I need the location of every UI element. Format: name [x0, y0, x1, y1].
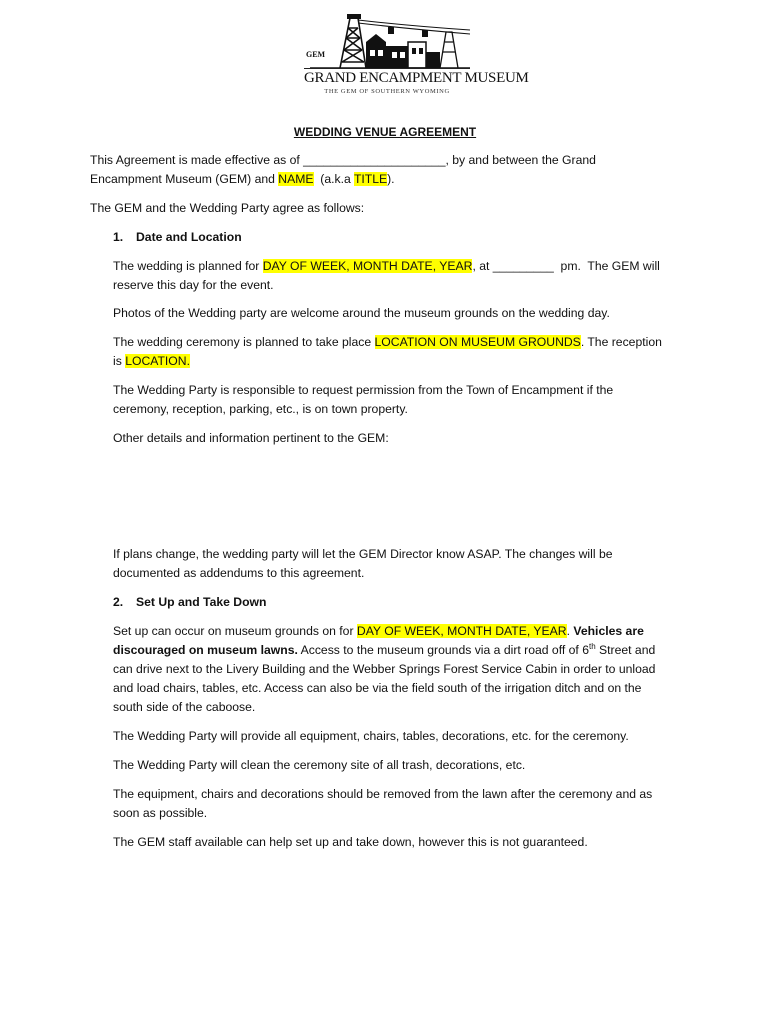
s2-p4-line-1: The equipment, chairs and decorations should be removed from the lawn after the ceremony and as: [113, 787, 653, 801]
body-text: . The reception: [580, 335, 662, 349]
intro-text: This Agreement is made effective as of _____________________, by and between the Grand: [90, 153, 596, 167]
title-placeholder: TITLE: [353, 172, 388, 186]
s1-p4-line-1: The Wedding Party is responsible to request permission from the Town of Encampment if the: [113, 383, 614, 397]
s1-p6-line-2: documented as addendums to this agreement.: [113, 566, 365, 580]
section-1-heading: [113, 228, 242, 247]
s2-p4-line-2: soon as possible.: [113, 806, 208, 820]
document-title: WEDDING VENUE AGREEMENT: [293, 125, 477, 139]
s2-p3: The Wedding Party will clean the ceremony site of all trash, decorations, etc.: [113, 758, 526, 772]
museum-logo: [300, 12, 529, 96]
s2-p2: The Wedding Party will provide all equipment, chairs, tables, decorations, etc. for the ceremony.: [113, 729, 629, 743]
s1-p4-line-2: ceremony, reception, parking, etc., is on town property.: [113, 402, 408, 416]
logo-tagline: THE GEM OF SOUTHERN WYOMING: [324, 88, 450, 95]
body-text: , at _________ pm. The GEM will: [472, 259, 660, 273]
setup-date-placeholder: DAY OF WEEK, MONTH DATE, YEAR: [356, 624, 567, 638]
museum-skyline-icon: [300, 12, 475, 70]
gem-mark: GEM: [306, 50, 326, 59]
body-text: is: [113, 354, 126, 368]
s1-p2: Photos of the Wedding party are welcome around the museum grounds on the wedding day.: [113, 306, 610, 320]
s1-p5: Other details and information pertinent to the GEM:: [113, 431, 389, 445]
section-heading-text: Set Up and Take Down: [136, 595, 267, 609]
vehicle-warning: discouraged on museum lawns.: [113, 643, 298, 657]
s1-p3-line-2: [113, 352, 190, 371]
ordinal-suffix: th: [588, 641, 596, 651]
s1-p1-line-1: [113, 257, 660, 276]
section-number: 1.: [113, 230, 124, 244]
intro-line-2: [90, 170, 395, 189]
location-placeholder: LOCATION ON MUSEUM GROUNDS: [374, 335, 581, 349]
s2-p1-line-1: [113, 622, 644, 641]
intro-line-1: [90, 151, 596, 170]
s1-p3-line-1: [113, 333, 662, 352]
s2-p1-line-3: can drive next to the Livery Building and the Webber Springs Forest Service Cabin in order to unload: [113, 662, 656, 676]
vehicle-warning: Vehicles are: [573, 624, 644, 638]
body-text: The wedding is planned for: [113, 259, 263, 273]
s2-p5: The GEM staff available can help set up and take down, however this is not guaranteed.: [113, 835, 588, 849]
name-placeholder: NAME: [278, 172, 314, 186]
reception-location-placeholder: LOCATION.: [125, 354, 190, 368]
s2-p1-line-2: [113, 641, 655, 660]
logo-title: GRAND ENCAMPMENT MUSEUM: [304, 70, 529, 86]
s2-p1-line-5: south side of the caboose.: [113, 700, 256, 714]
intro-text: ).: [387, 172, 395, 186]
section-2-heading: [113, 593, 266, 612]
body-text: Access to the museum grounds via a dirt road off of 6: [297, 643, 589, 657]
intro-text: Encampment Museum (GEM) and: [90, 172, 279, 186]
section-number: 2.: [113, 595, 124, 609]
body-text: Set up can occur on museum grounds on for: [113, 624, 357, 638]
agree-line: The GEM and the Wedding Party agree as follows:: [90, 201, 365, 215]
s2-p1-line-4: and load chairs, tables, etc. Access can also be via the field south of the irrigation ditch and on the: [113, 681, 642, 695]
intro-text: (a.k.a: [313, 172, 354, 186]
s1-p6-line-1: If plans change, the wedding party will let the GEM Director know ASAP. The changes will be: [113, 547, 613, 561]
date-placeholder: DAY OF WEEK, MONTH DATE, YEAR: [262, 259, 473, 273]
body-text: .: [566, 624, 574, 638]
section-heading-text: Date and Location: [136, 230, 242, 244]
body-text: Street and: [595, 643, 656, 657]
body-text: The wedding ceremony is planned to take place: [113, 335, 375, 349]
s1-p1-line-2: reserve this day for the event.: [113, 278, 274, 292]
